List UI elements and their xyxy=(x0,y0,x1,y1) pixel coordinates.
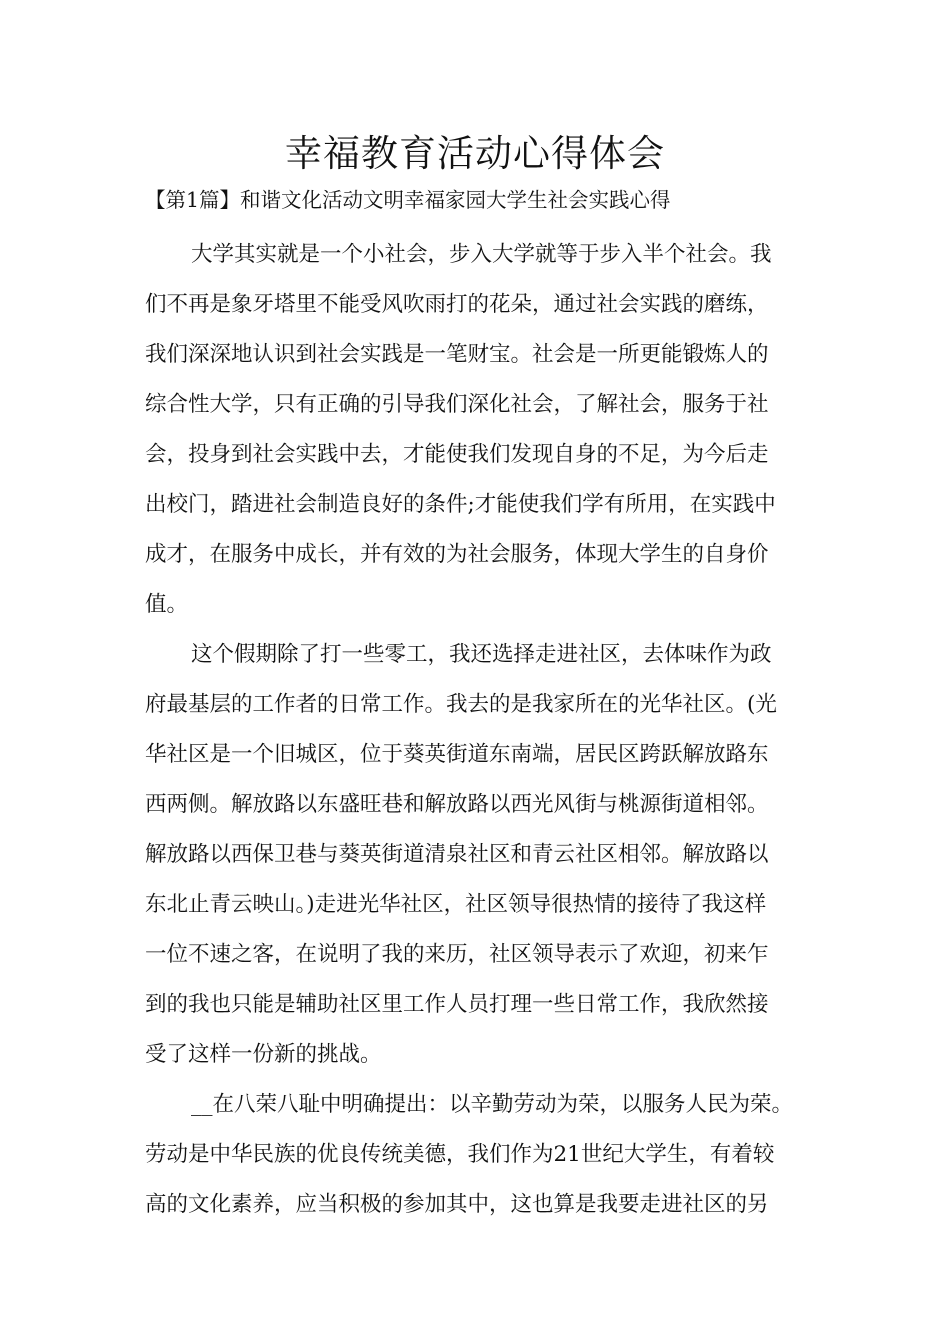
document-body xyxy=(145,230,835,1230)
text-line: 解放路以西保卫巷与葵英街道清泉社区和青云社区相邻。解放路以 xyxy=(145,842,769,867)
document-title: 幸福教育活动心得体会 xyxy=(285,132,665,175)
text-line: 西两侧。解放路以东盛旺巷和解放路以西光风街与桃源街道相邻。 xyxy=(145,792,769,817)
text-line: 我们深深地认识到社会实践是一笔财宝。社会是一所更能锻炼人的 xyxy=(145,342,769,367)
text-line: 值。 xyxy=(145,592,189,617)
text-line: 们不再是象牙塔里不能受风吹雨打的花朵，通过社会实践的磨练， xyxy=(145,292,769,317)
text-line: 一位不速之客，在说明了我的来历，社区领导表示了欢迎，初来乍 xyxy=(145,942,769,967)
text-line: __在八荣八耻中明确提出：以辛勤劳动为荣，以服务人民为荣。 xyxy=(191,1092,794,1117)
text-line: 受了这样一份新的挑战。 xyxy=(145,1042,382,1067)
text-line: 综合性大学，只有正确的引导我们深化社会，了解社会，服务于社 xyxy=(145,392,769,417)
text-line: 会，投身到社会实践中去，才能使我们发现自身的不足，为今后走 xyxy=(145,442,769,467)
paragraph-3 xyxy=(145,1080,835,1230)
text-line: 东北止青云映山。)走进光华社区，社区领导很热情的接待了我这样 xyxy=(145,892,767,917)
text-line: 大学其实就是一个小社会，步入大学就等于步入半个社会。我 xyxy=(191,242,772,267)
text-line: 高的文化素养，应当积极的参加其中，这也算是我要走进社区的另 xyxy=(145,1192,769,1217)
section-heading: 【第1篇】和谐文化活动文明幸福家园大学生社会实践心得 xyxy=(145,188,671,212)
text-line: 出校门，踏进社会制造良好的条件;才能使我们学有所用，在实践中 xyxy=(145,492,776,517)
text-line: 这个假期除了打一些零工，我还选择走进社区，去体味作为政 xyxy=(191,642,772,667)
paragraph-2 xyxy=(145,630,835,1080)
text-line: 劳动是中华民族的优良传统美德，我们作为21世纪大学生，有着较 xyxy=(145,1142,775,1167)
paragraph-1 xyxy=(145,230,835,630)
text-line: 华社区是一个旧城区，位于葵英街道东南端，居民区跨跃解放路东 xyxy=(145,742,769,767)
text-line: 府最基层的工作者的日常工作。我去的是我家所在的光华社区。(光 xyxy=(145,692,777,717)
text-line: 到的我也只能是辅助社区里工作人员打理一些日常工作，我欣然接 xyxy=(145,992,769,1017)
text-line: 成才，在服务中成长，并有效的为社会服务，体现大学生的自身价 xyxy=(145,542,769,567)
